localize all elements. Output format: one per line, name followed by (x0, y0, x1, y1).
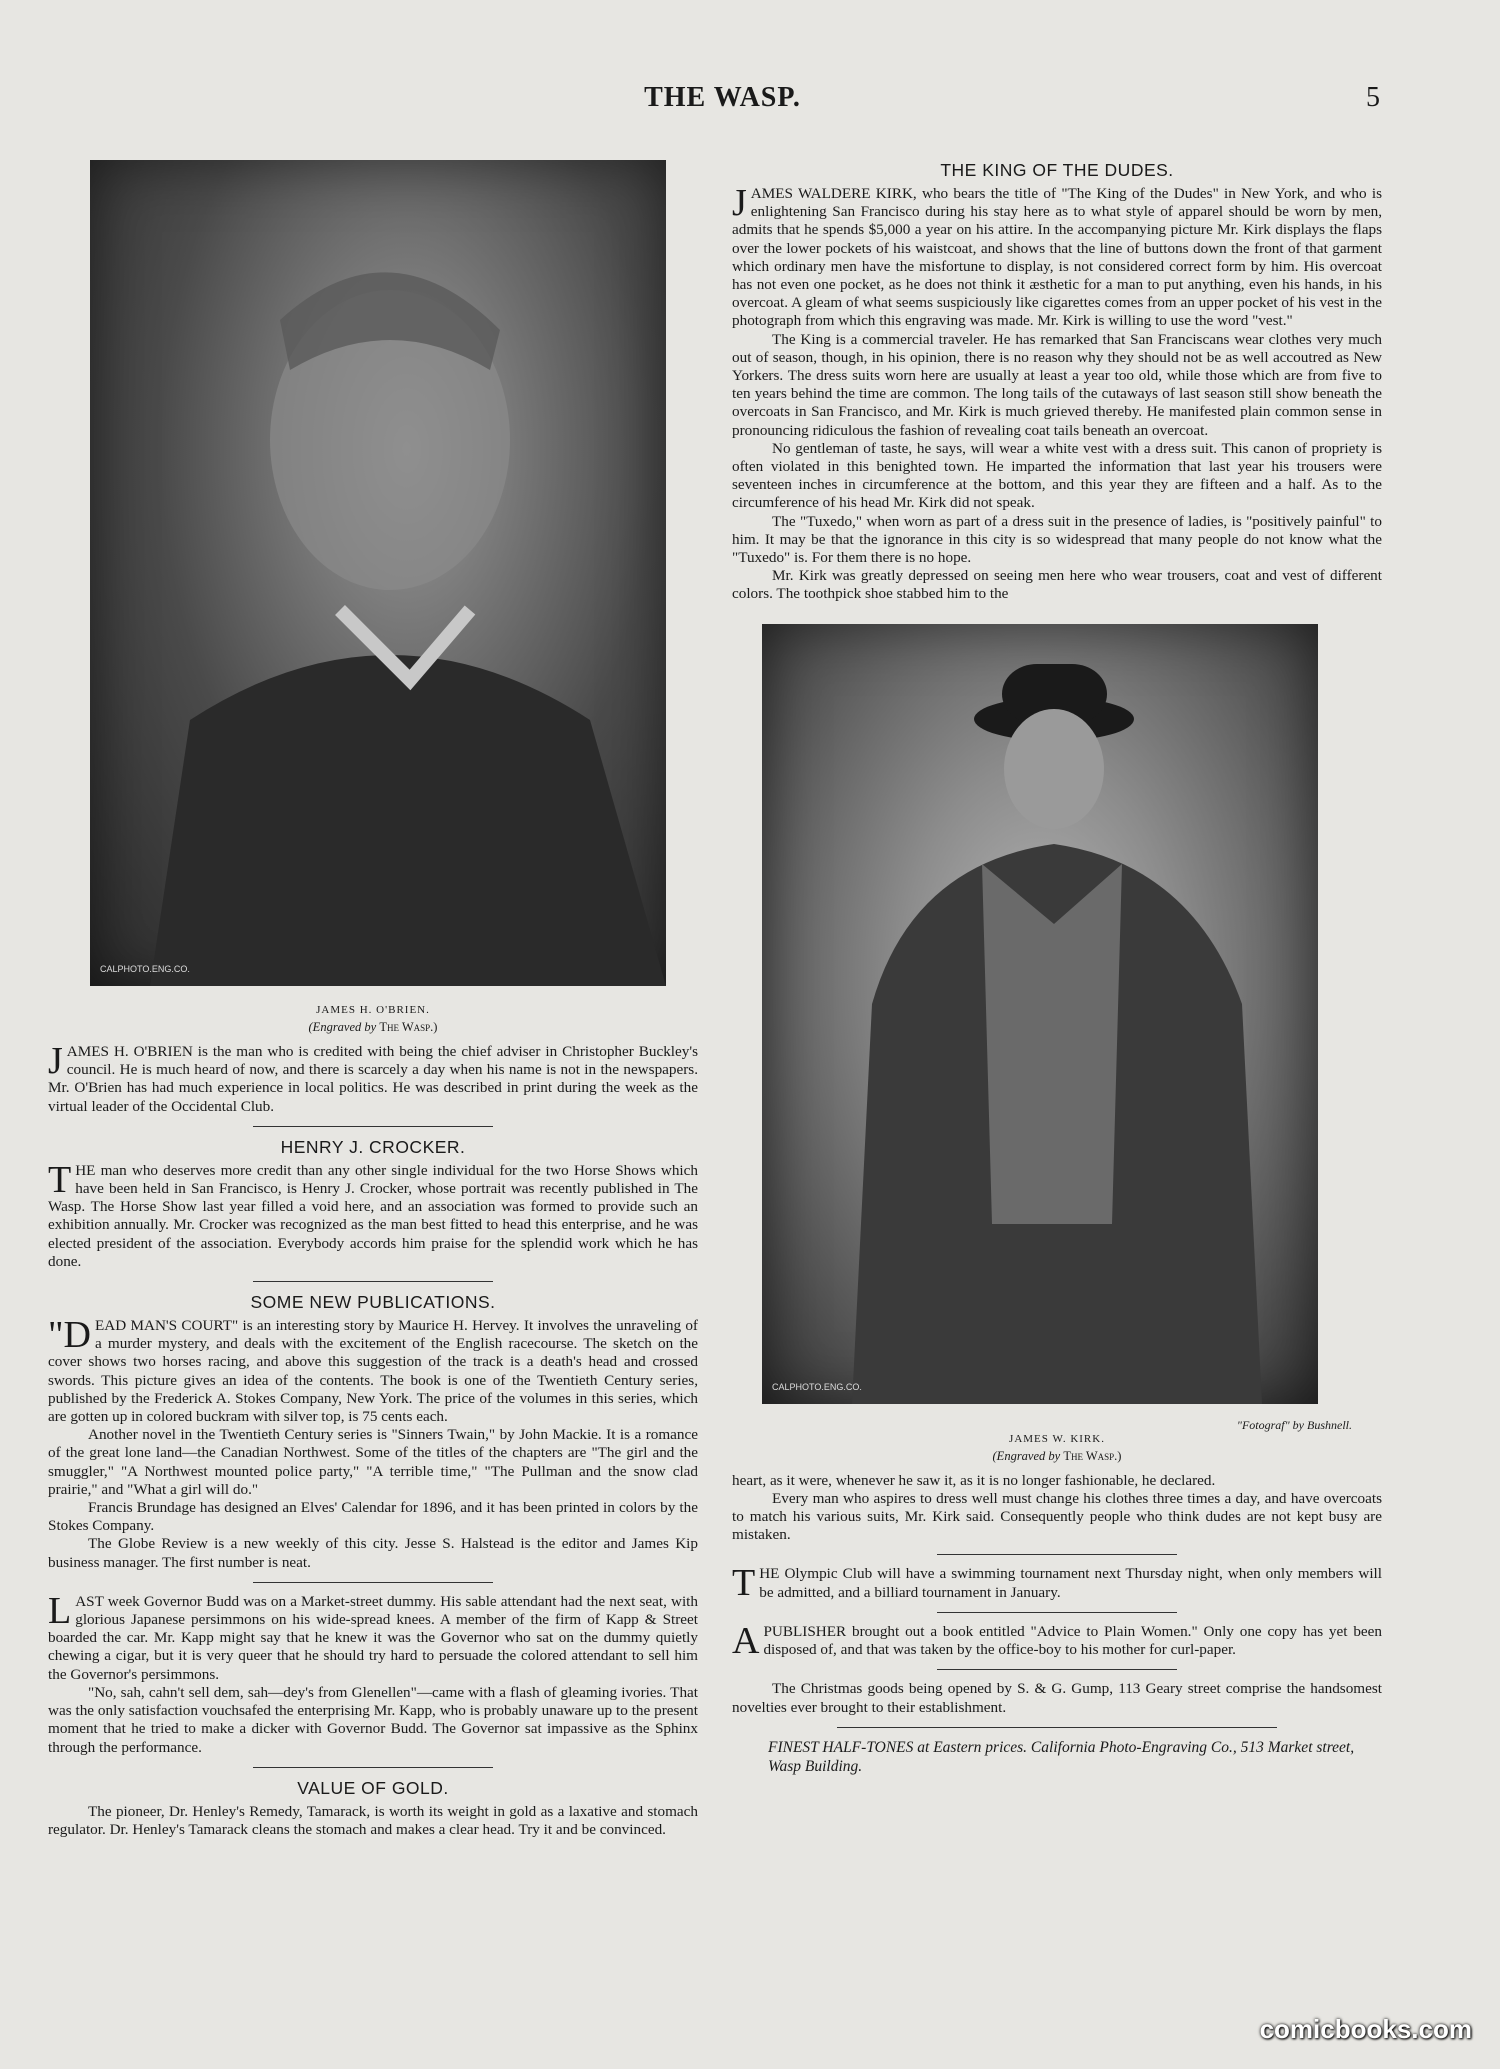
article-text: HE man who deserves more credit than any other single individual for the two Horse Shows which have been held in San Francisco, is Henry J. Crocker, whose portrait was recently published in The Wasp. The Horse Show last year filled a void here, and an association was formed to provide such an exhibition annually. Mr. Crocker was recognized as the man best fitted to head this enterprise, and he was elected president of the association. Everybody accords him praise for the splendid work which he has done. (48, 1161, 698, 1270)
obrien-caption-credit (48, 1020, 698, 1035)
divider (253, 1126, 493, 1127)
page-number: 5 (1366, 82, 1380, 113)
publications-paragraph-4: The Globe Review is a new weekly of this city. Jesse S. Halstead is the editor and James Kip business manager. The first number is neat. (48, 1535, 698, 1571)
drop-cap: J (732, 182, 747, 224)
publications-heading: SOME NEW PUBLICATIONS. (250, 1292, 496, 1313)
engraved-by-text: (Engraved by (992, 1448, 1061, 1463)
gump-paragraph: The Christmas goods being opened by S. & G. Gump, 113 Geary street comprise the handsomest novelties ever brought to their establishment. (732, 1680, 1382, 1716)
drop-cap: T (48, 1158, 72, 1201)
kirk-paragraph-1 (732, 182, 1382, 331)
halftone-advertisement: FINEST HALF-TONES at Eastern prices. California Photo-Engraving Co., 513 Market street, Wasp Building. (768, 1738, 1355, 1775)
publisher-paragraph (732, 1619, 1382, 1662)
divider (937, 1612, 1177, 1613)
article-text: AST week Governor Budd was on a Market-street dummy. His sable attendant had the next seat, with glorious Japanese persimmons on his wide-spread knees. A member of the firm of Kapp & Street boarded the car. Mr. Kapp might say that he knew it was the Governor who sat on the dummy quietly chewing a cigar, but it is very queer that he should try hard to persuade the colored attendant to sell him the Governor's persimmons. (48, 1592, 698, 1683)
engraver-stamp: CALPHOTO.ENG.CO. (772, 1381, 862, 1392)
kirk-portrait-photo (762, 624, 1318, 1404)
crocker-article (48, 1158, 698, 1271)
drop-cap: A (732, 1619, 760, 1662)
article-text: PUBLISHER brought out a book entitled "Advice to Plain Women." Only one copy has yet been disposed of, and that was taken by the office-boy to his mother for curl-paper. (763, 1622, 1382, 1659)
divider (253, 1281, 493, 1282)
drop-cap: L (48, 1589, 72, 1632)
divider (937, 1554, 1177, 1555)
crocker-heading: HENRY J. CROCKER. (280, 1136, 466, 1157)
kirk-paragraph-2: The King is a commercial traveler. He has remarked that San Franciscans wear clothes very much out of season, though, in his opinion, there is no reason why they should not be as well accoutred as New Yorkers. The dress suits worn here are usually at least a year too old, while those which are from five to ten years behind the time are common. The long tails of the cutaways of last season still show beneath the overcoats in San Francisco, and Mr. Kirk is much grieved thereby. He manifested plain common sense in pronouncing ridiculous the fashion of revealing coat tails beneath an overcoat. (732, 330, 1382, 439)
budd-paragraph-2: "No, sah, cahn't sell dem, sah—dey's from Glenellen"—came with a flash of gleaming ivories. That was the only satisfaction vouchsafed the enterprising Mr. Kapp, who is probably unaware up to the present moment that he tried to make a dicker with Governor Budd. The Governor sat impassive as the Sphinx through the performance. (48, 1683, 698, 1756)
divider (253, 1582, 493, 1583)
kirk-caption: JAMES W. KIRK. (1009, 1432, 1105, 1445)
kirk-caption-credit (732, 1449, 1382, 1464)
divider (253, 1767, 493, 1768)
kirk-paragraph-3: No gentleman of taste, he says, will wear a white vest with a dress suit. This canon of propriety is often violated in this benighted town. He imparted the information that last year his trousers were seventeen inches in circumference at the bottom, and this year they are fifteen and a half. As to the circumference of his head Mr. Kirk did not speak. (732, 439, 1382, 512)
photographer-credit: "Fotograf" by Bushnell. (1236, 1417, 1352, 1432)
left-column (48, 160, 698, 1839)
obrien-portrait-photo (90, 160, 666, 986)
publications-paragraph-2: Another novel in the Twentieth Century series is "Sinners Twain," by John Mackie. It is a romance of the great lone land—the Canadian Northwest. Some of the titles of the chapters are "The girl and the smuggler," "A Northwest mounted police party," "A terrible time," "The Pullman and the snow clad prairie," and "What a girl will do." (48, 1426, 698, 1498)
publication-title: THE WASP. (644, 82, 801, 113)
drop-cap: T (732, 1562, 756, 1605)
portrait-silhouette (762, 624, 1318, 1404)
kirk-paragraph-4: The "Tuxedo," when worn as part of a dress suit in the presence of ladies, is "positively painful" to him. It may be that the ignorance in this city is so widespread that many people do not know what the "Tuxedo" is. For them there is no hope. (732, 512, 1382, 567)
kirk-paragraph-5: Mr. Kirk was greatly depressed on seeing men here who wear trousers, coat and vest of different colors. The toothpick shoe stabbed him to the (732, 567, 1382, 603)
masthead (0, 82, 1500, 122)
right-column (732, 152, 1382, 1776)
drop-cap: "D (48, 1314, 91, 1357)
obrien-article (48, 1040, 698, 1116)
wasp-credit-text: The Wasp.) (1063, 1448, 1122, 1463)
publications-paragraph-1 (48, 1314, 698, 1426)
kirk-heading: THE KING OF THE DUDES. (940, 160, 1174, 180)
article-text: HE Olympic Club will have a swimming tournament next Thursday night, when only members will be admitted, and a billiard tournament in January. (759, 1565, 1382, 1601)
obrien-caption: JAMES H. O'BRIEN. (316, 1004, 430, 1016)
divider (937, 1669, 1177, 1670)
site-watermark: comicbooks.com (1259, 2014, 1472, 2044)
divider (837, 1727, 1277, 1728)
engraver-stamp: CALPHOTO.ENG.CO. (100, 964, 190, 974)
engraved-by-text: (Engraved by (308, 1020, 377, 1034)
kirk-paragraph-7: Every man who aspires to dress well must change his clothes three times a day, and have overcoats to match his various suits, Mr. Kirk said. Consequently people who think dudes are not kept busy are mistaken. (732, 1489, 1382, 1544)
drop-cap: J (48, 1040, 63, 1082)
article-text: AMES H. O'BRIEN is the man who is credited with being the chief adviser in Christopher Buckley's council. He is much heard of now, and there is scarcely a day when his name is not in the newspapers. Mr. O'Brien has had much experience in local politics. He was described in print during the week as the virtual leader of the Occidental Club. (48, 1043, 698, 1115)
article-text: EAD MAN'S COURT" is an interesting story by Maurice H. Hervey. It involves the unraveling of a murder mystery, and deals with the excitement of the English racecourse. The sketch on the cover shows two horses racing, and above this suggestion of the track is a death's head and crossed swords. This picture gives an idea of the contents. The book is one of the Twentieth Century series, published by the Frederick A. Stokes Company, New York. The price of the volumes in this series, which are gotten up in colored buckram with silver top, is 75 cents each. (48, 1317, 698, 1426)
article-text: AMES WALDERE KIRK, who bears the title of "The King of the Dudes" in New York, and who is enlightening San Francisco during his stay here as to what style of apparel should be worn by men, admits that he spends $5,000 a year on his attire. In the accompanying picture Mr. Kirk displays the flaps over the lower pockets of his waistcoat, and shows that the line of buttons down the front of that garment which ordinary men have the misfortune to display, is not considered correct form by him. His overcoat has not even one pocket, as he does not think it æsthetic for a man to put anything, even his hands, in his overcoat. A gleam of what seems suspiciously like cigarettes comes from an upper pocket of his vest in the photograph from which this engraving was made. Mr. Kirk is willing to use the word "vest." (732, 185, 1382, 330)
wasp-credit-text: The Wasp.) (379, 1020, 438, 1034)
kirk-paragraph-6: heart, as it were, whenever he saw it, as it is no longer fashionable, he declared. (732, 1471, 1216, 1489)
budd-paragraph-1 (48, 1589, 698, 1684)
portrait-silhouette (90, 160, 666, 986)
olympic-paragraph (732, 1562, 1382, 1605)
publications-paragraph-3: Francis Brundage has designed an Elves' Calendar for 1896, and it has been printed in colors by the Stokes Company. (48, 1499, 698, 1535)
gold-paragraph: The pioneer, Dr. Henley's Remedy, Tamarack, is worth its weight in gold as a laxative and stomach regulator. Dr. Henley's Tamarack cleans the stomach and makes a clear head. Try it and be convinced. (48, 1802, 698, 1838)
gold-heading: VALUE OF GOLD. (297, 1777, 449, 1798)
